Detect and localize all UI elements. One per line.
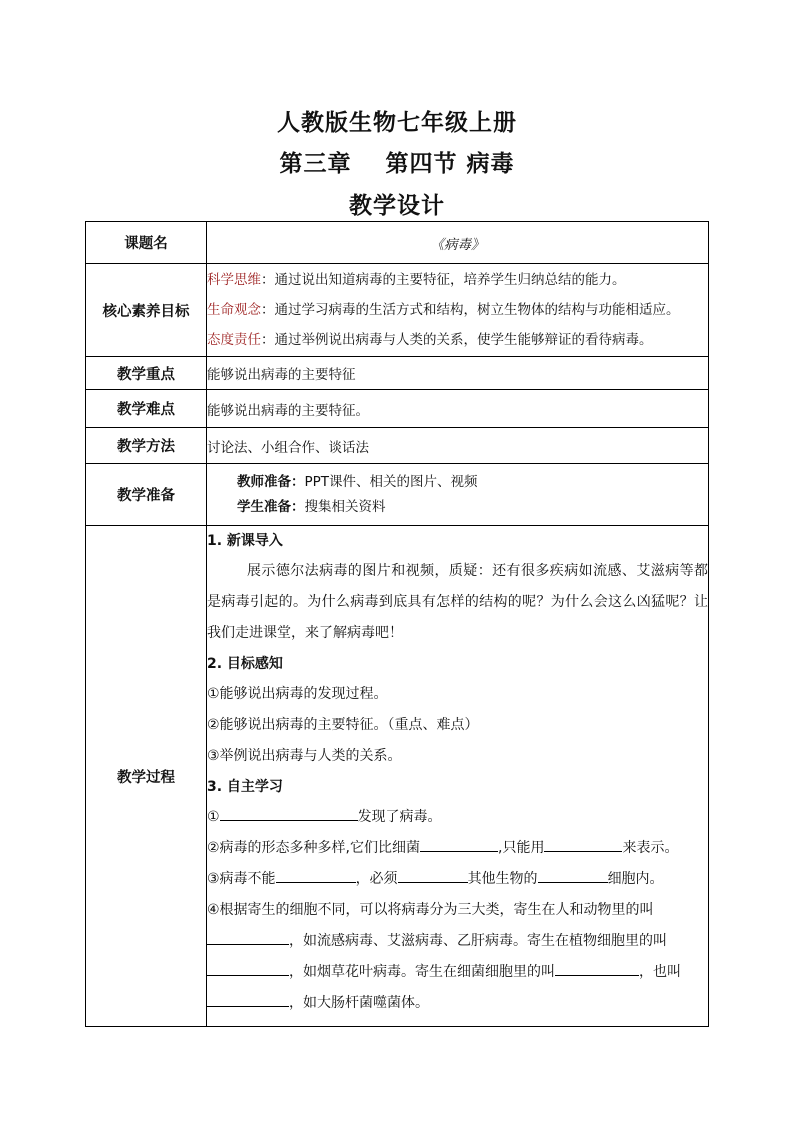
- question-4-line: [207, 988, 708, 1019]
- fill-blank[interactable]: [276, 867, 356, 883]
- fill-blank[interactable]: [207, 929, 289, 945]
- row-topic: [86, 222, 709, 264]
- question-text: ，必须: [355, 871, 398, 887]
- row-difficulty: [86, 390, 709, 428]
- question-text: ,只能用: [498, 840, 545, 856]
- question-4-line: [207, 957, 708, 988]
- question-text: ②病毒的形态多种多样,它们比细菌: [207, 840, 421, 856]
- fill-blank[interactable]: [398, 867, 468, 883]
- question-text: ，如流感病毒、艾滋病毒、乙肝病毒。寄生在植物细胞里的叫: [289, 933, 667, 949]
- fill-blank[interactable]: [207, 991, 289, 1007]
- student-prep-value: 搜集相关资料: [304, 498, 386, 515]
- question-3: [207, 864, 708, 895]
- question-text: ，也叫: [639, 964, 681, 980]
- fill-blank[interactable]: [207, 960, 289, 976]
- question-2: [207, 833, 708, 864]
- goal-text: ：通过说出知道病毒的主要特征，培养学生归纳总结的能力。: [261, 272, 626, 288]
- row-method: [86, 428, 709, 464]
- label-preparation: 教学准备: [86, 464, 207, 526]
- goal-item: [207, 265, 708, 295]
- question-text: ，如烟草花叶病毒。寄生在细菌细胞里的叫: [289, 964, 555, 980]
- student-prep: [207, 495, 708, 520]
- goal-item: [207, 325, 708, 355]
- value-process: [207, 526, 709, 1027]
- question-4-line: [207, 926, 708, 957]
- question-1: [207, 802, 708, 833]
- teacher-prep-label: 教师准备：: [237, 473, 305, 490]
- value-difficulty: 能够说出病毒的主要特征。: [207, 390, 709, 428]
- fill-blank[interactable]: [538, 867, 608, 883]
- fill-blank[interactable]: [220, 805, 358, 821]
- row-process: [86, 526, 709, 1027]
- student-prep-label: 学生准备：: [237, 498, 305, 515]
- label-process: 教学过程: [86, 526, 207, 1027]
- goal-item: [207, 295, 708, 325]
- doc-title-chapter: [0, 145, 794, 178]
- question-text: 细胞内。: [607, 871, 664, 887]
- label-key-point: 教学重点: [86, 357, 207, 390]
- value-key-point: 能够说出病毒的主要特征: [207, 357, 709, 390]
- goal-tag: 生命观念: [207, 302, 261, 318]
- row-preparation: [86, 464, 709, 526]
- row-key-point: [86, 357, 709, 390]
- value-preparation: [207, 464, 709, 526]
- value-goals: [207, 264, 709, 357]
- question-text: 来表示。: [622, 840, 679, 856]
- objective-item: ②能够说出病毒的主要特征。（重点、难点）: [207, 717, 479, 733]
- chapter-label: 第三章: [279, 151, 352, 177]
- value-method: 讨论法、小组合作、谈话法: [207, 428, 709, 464]
- question-text: 其他生物的: [467, 871, 538, 887]
- section-heading: 1. 新课导入: [207, 533, 283, 549]
- section-heading: 3. 自主学习: [207, 779, 283, 795]
- question-text: ①: [207, 809, 220, 825]
- label-goals: 核心素养目标: [86, 264, 207, 357]
- label-method: 教学方法: [86, 428, 207, 464]
- lesson-plan-table: [85, 221, 709, 1027]
- intro-paragraph: 展示德尔法病毒的图片和视频，质疑：还有很多疾病如流感、艾滋病等都是病毒引起的。为什么病毒到底具有怎样的结构的呢？为什么会这么凶猛呢？让我们走进课堂，来了解病毒吧！: [207, 563, 708, 641]
- section-heading: 2. 目标感知: [207, 656, 283, 672]
- teacher-prep-value: PPT课件、相关的图片、视频: [304, 473, 478, 490]
- teacher-prep: [207, 470, 708, 495]
- goal-text: ：通过举例说出病毒与人类的关系，使学生能够辩证的看待病毒。: [261, 332, 653, 348]
- question-text: ，如大肠杆菌噬菌体。: [289, 995, 429, 1011]
- question-text: ③病毒不能: [207, 871, 276, 887]
- label-difficulty: 教学难点: [86, 390, 207, 428]
- goal-tag: 态度责任: [207, 332, 261, 348]
- objective-item: ①能够说出病毒的发现过程。: [207, 686, 388, 702]
- goal-tag: 科学思维: [207, 272, 261, 288]
- fill-blank[interactable]: [544, 836, 622, 852]
- question-4-line: ④根据寄生的细胞不同，可以将病毒分为三大类，寄生在人和动物里的叫: [207, 902, 654, 918]
- doc-title-design: 教学设计: [349, 193, 445, 219]
- label-topic: 课题名: [86, 222, 207, 264]
- fill-blank[interactable]: [420, 836, 498, 852]
- objective-item: ③举例说出病毒与人类的关系。: [207, 748, 402, 764]
- question-text: 发现了病毒。: [357, 809, 442, 825]
- section-label: 第四节 病毒: [385, 151, 515, 177]
- row-goals: [86, 264, 709, 357]
- goal-text: ：通过学习病毒的生活方式和结构，树立生物体的结构与功能相适应。: [261, 302, 680, 318]
- fill-blank[interactable]: [555, 960, 639, 976]
- doc-title-textbook: 人教版生物七年级上册: [277, 110, 517, 136]
- value-topic: 《病毒》: [207, 222, 709, 264]
